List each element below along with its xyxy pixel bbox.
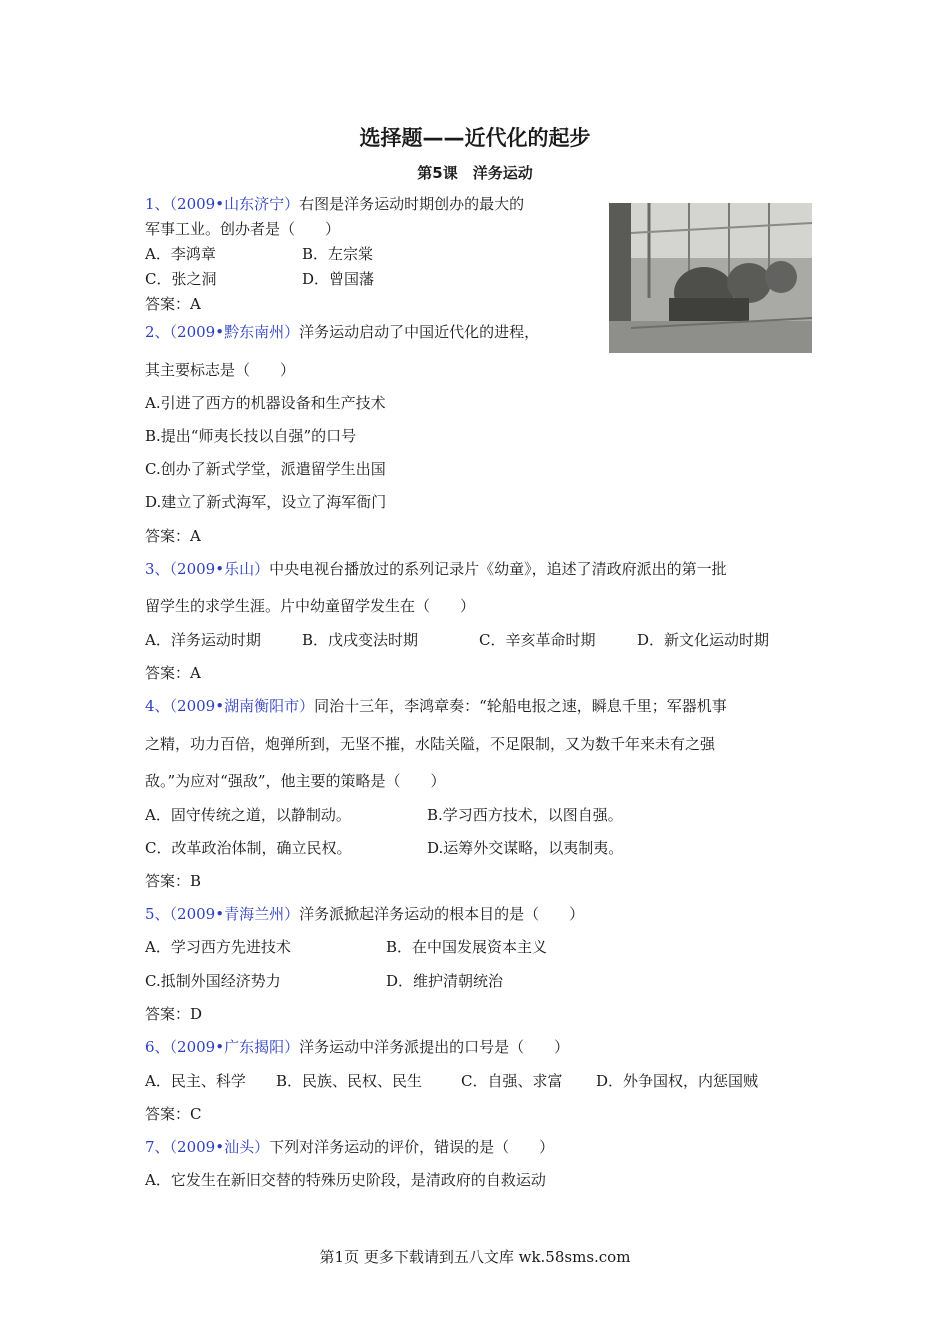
q6-option-b: B．民族、民权、民生	[276, 1072, 423, 1090]
page-title: 选择题——近代化的起步	[359, 126, 591, 150]
q2-stem-line1	[145, 322, 539, 342]
q3-number: 3、	[145, 560, 170, 578]
q2-source: （2009•黔东南州）	[169, 323, 300, 341]
q7-stem-line1	[145, 1137, 554, 1157]
q2-answer: 答案：A	[145, 527, 201, 545]
q5-option-b: B．在中国发展资本主义	[386, 938, 548, 956]
q2-option-a: A.引进了西方的机器设备和生产技术	[145, 394, 386, 412]
q6-option-d: D．外争国权，内惩国贼	[596, 1072, 759, 1090]
q7-option-a: A．它发生在新旧交替的特殊历史阶段，是清政府的自救运动	[145, 1171, 546, 1189]
q2-option-b: B.提出“师夷长技以自强”的口号	[145, 427, 357, 445]
q2-option-d: D.建立了新式海军，设立了海军衙门	[145, 493, 387, 511]
q5-stem-line1	[145, 904, 584, 924]
q2-number: 2、	[145, 323, 170, 341]
page-footer: 第1页 更多下载请到五八文库 wk.58sms.com	[319, 1248, 631, 1266]
lesson-subtitle: 第5课 洋务运动	[417, 164, 533, 182]
q4-stem-a: 同治十三年，李鸿章奏：“轮船电报之速，瞬息千里；军器机事	[314, 697, 727, 715]
q1-number: 1、	[145, 195, 170, 213]
q4-number: 4、	[145, 697, 170, 715]
q3-source: （2009•乐山）	[169, 560, 270, 578]
q1-stem-a: 右图是洋务运动时期创办的最大的	[299, 195, 525, 213]
q4-answer: 答案：B	[145, 872, 202, 890]
q1-source: （2009•山东济宁）	[169, 195, 300, 213]
factory-photo	[609, 203, 812, 353]
q4-stem-c: 敌。”为应对“强敌”，他主要的策略是（ ）	[145, 772, 446, 790]
q1-stem-line1	[145, 194, 524, 214]
q4-stem-b: 之精，功力百倍，炮弹所到，无坚不摧，水陆关隘，不足限制，又为数千年来未有之强	[145, 735, 716, 753]
q5-option-d: D．维护清朝统治	[386, 972, 504, 990]
q7-source: （2009•汕头）	[169, 1138, 270, 1156]
q5-option-c: C.抵制外国经济势力	[145, 972, 281, 990]
q6-option-a: A．民主、科学	[145, 1072, 246, 1090]
q7-stem-a: 下列对洋务运动的评价，错误的是（ ）	[269, 1138, 555, 1156]
q6-stem-line1	[145, 1037, 569, 1057]
q3-option-a: A．洋务运动时期	[145, 631, 261, 649]
q1-answer: 答案：A	[145, 295, 201, 313]
q4-option-b: B.学习西方技术，以图自强。	[427, 806, 623, 824]
q3-option-c: C．辛亥革命时期	[479, 631, 596, 649]
q5-option-a: A．学习西方先进技术	[145, 938, 291, 956]
q5-number: 5、	[145, 905, 170, 923]
q1-stem-b: 军事工业。创办者是（ ）	[145, 220, 341, 238]
q5-source: （2009•青海兰州）	[169, 905, 300, 923]
q2-stem-a: 洋务运动启动了中国近代化的进程，	[299, 323, 540, 341]
q3-option-b: B．戊戌变法时期	[302, 631, 419, 649]
q5-stem-a: 洋务派掀起洋务运动的根本目的是（ ）	[299, 905, 585, 923]
q6-number: 6、	[145, 1038, 170, 1056]
q1-option-a: A．李鸿章	[145, 245, 216, 263]
q6-answer: 答案：C	[145, 1105, 202, 1123]
q3-stem-b: 留学生的求学生涯。片中幼童留学发生在（ ）	[145, 597, 476, 615]
q1-option-c: C．张之洞	[145, 270, 217, 288]
q1-option-d: D．曾国藩	[302, 270, 375, 288]
q6-option-c: C．自强、求富	[461, 1072, 563, 1090]
q4-option-d: D.运筹外交谋略，以夷制夷。	[427, 839, 624, 857]
q3-answer: 答案：A	[145, 664, 201, 682]
q2-stem-b: 其主要标志是（ ）	[145, 361, 296, 379]
q6-source: （2009•广东揭阳）	[169, 1038, 300, 1056]
q1-option-b: B．左宗棠	[302, 245, 374, 263]
q4-option-c: C．改革政治体制，确立民权。	[145, 839, 352, 857]
q3-option-d: D．新文化运动时期	[637, 631, 770, 649]
q5-answer: 答案：D	[145, 1005, 203, 1023]
q4-source: （2009•湖南衡阳市）	[169, 697, 315, 715]
q4-stem-line1	[145, 696, 727, 716]
q3-stem-line1	[145, 559, 727, 579]
q4-option-a: A．固守传统之道，以静制动。	[145, 806, 351, 824]
q3-stem-a: 中央电视台播放过的系列记录片《幼童》，追述了清政府派出的第一批	[269, 560, 727, 578]
q7-number: 7、	[145, 1138, 170, 1156]
q6-stem-a: 洋务运动中洋务派提出的口号是（ ）	[299, 1038, 570, 1056]
q2-option-c: C.创办了新式学堂，派遣留学生出国	[145, 460, 386, 478]
